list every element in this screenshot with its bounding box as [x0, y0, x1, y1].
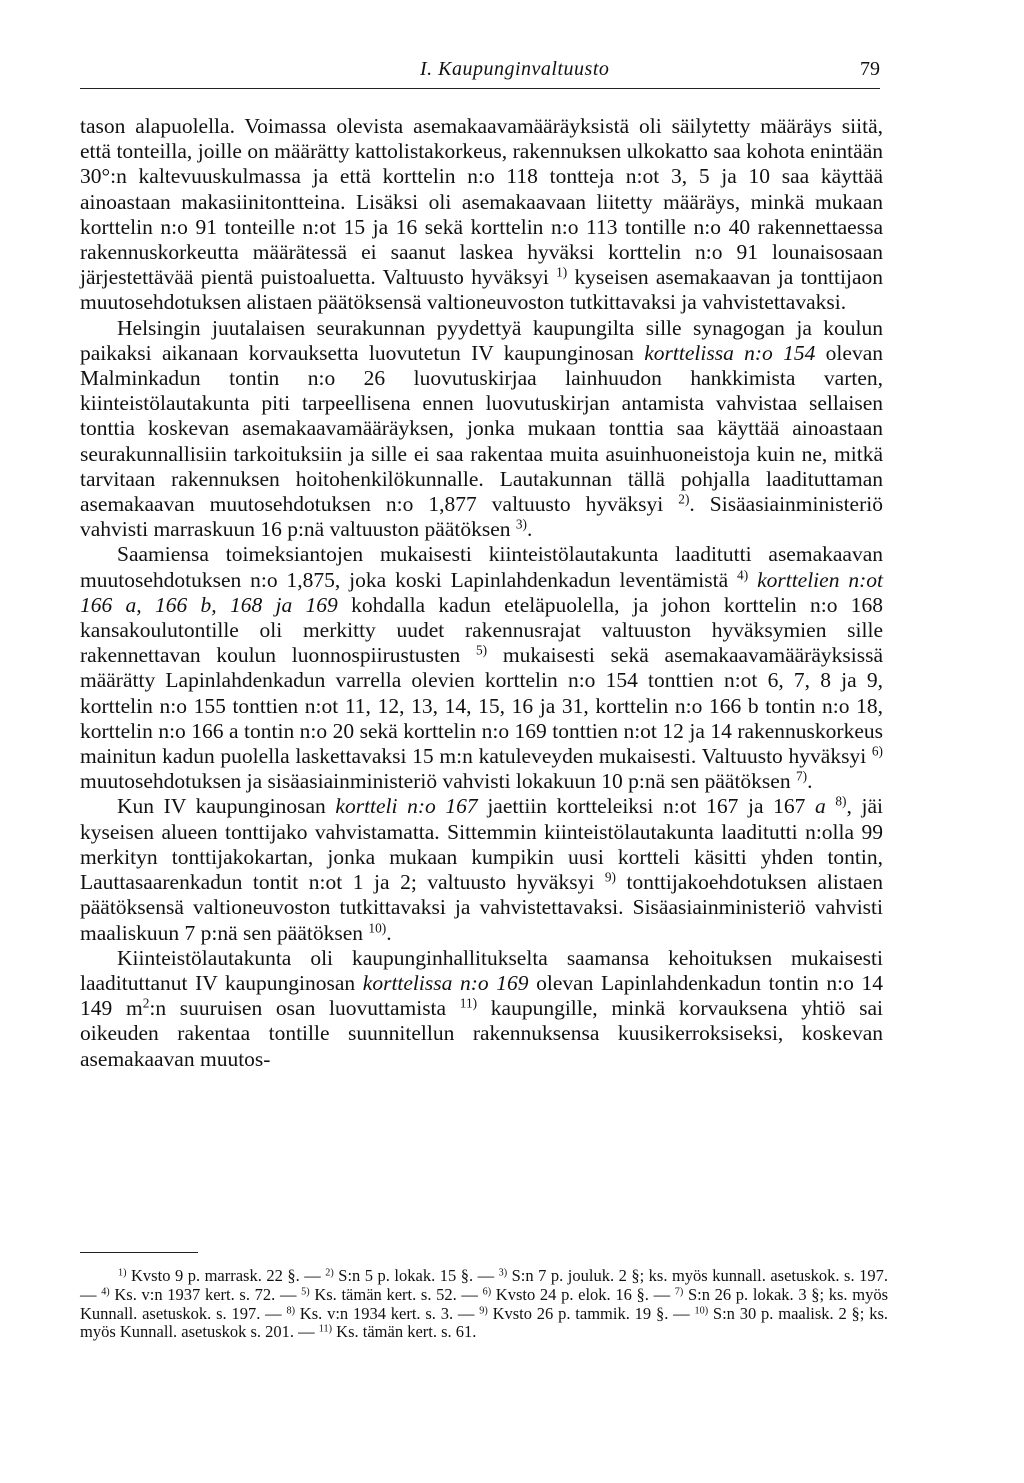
text-run	[826, 794, 836, 818]
footnote-marker: 6)	[482, 1286, 492, 1298]
footnote-marker: 1)	[118, 1267, 127, 1279]
text-run: S:n 26 p. lokak. 3 §; ks. myös Kunnall. asetuskok. s. 197. —	[80, 1284, 888, 1323]
paragraph	[80, 316, 883, 543]
italic-reference: korttelissa n:o 154	[644, 340, 816, 365]
footnotes	[80, 1267, 888, 1342]
text-run: Kun IV kaupunginosan	[117, 794, 336, 819]
page-header	[80, 54, 880, 89]
italic-reference: a	[815, 794, 826, 819]
footnote-marker: 2)	[678, 491, 690, 507]
running-title: I. Kaupunginvaltuusto	[420, 58, 610, 80]
text-run: Helsingin juutalaisen seurakunnan pyydettyä kaupungilta sille synagogan ja koulun paikaksi aikanaan korvauksetta luovutetun IV kaupunginosan	[80, 315, 883, 365]
footnote-block	[80, 1267, 888, 1342]
text-run: S:n 7 p. jouluk. 2 §; ks. myös kunnall. asetuskok. s. 197. —	[80, 1266, 888, 1304]
footnote-marker: 11)	[318, 1323, 333, 1335]
text-run: mukaisesti sekä asemakaavamääräyksissä määrätty Lapinlahdenkadun varrella olevien korttelin n:o 154 tonttien n:ot 6, 7, 8 ja 9, korttelin n:o 155 tonttien n:ot 11, 12, 13, 14, 15, 16 ja 31, korttelin n:o 166 b tontin n:o 18, korttelin n:o 166 a tontin n:o 20 sekä korttelin n:o 169 tonttien n:ot 12 ja 14 rakennuskorkeus mainitun kadun puolella laskettavaksi 15 m:n katuleveyden mukaisesti. Valtuusto hyväksyi	[80, 643, 883, 769]
footnote-marker: 8)	[835, 794, 847, 810]
text-run: muutosehdotuksen ja sisäasiainministeriö vahvisti lokakuun 10 p:nä sen päätöksen	[80, 769, 796, 794]
text-run: :n suuruisen osan luovuttamista	[149, 996, 460, 1021]
text-run: Kvsto 24 p. elok. 16 §. —	[491, 1284, 675, 1304]
text-run: Saamiensa toimeksiantojen mukaisesti kiinteistölautakunta laaditutti asemakaavan muutosehdotuksen n:o 1,875, joka koski Lapinlahdenkadun leventämistä	[80, 542, 883, 592]
text-run: Ks. v:n 1934 kert. s. 3. —	[294, 1303, 480, 1323]
footnote-marker: 7)	[674, 1286, 684, 1298]
text-run: kaupungille, minkä korvauksena yhtiö sai oikeuden rakentaa tontille suunnitellun rakennuksensa kuusikerroksiseksi, koskevan asemakaavan muutos-	[80, 996, 883, 1071]
footnote-marker: 2	[142, 995, 150, 1011]
text-run: .	[386, 920, 392, 945]
footnote-marker: 10)	[694, 1304, 709, 1316]
paragraph	[80, 114, 883, 316]
text-run: Ks. tämän kert. s. 52. —	[309, 1284, 483, 1304]
italic-reference: korttelissa n:o 169	[362, 970, 529, 995]
text-run: Ks. v:n 1937 kert. s. 72. —	[109, 1284, 302, 1304]
footnote-marker: 3)	[515, 516, 527, 532]
footnote-marker: 10)	[368, 920, 387, 936]
text-run: .	[527, 517, 533, 542]
text-run: Kvsto 9 p. marrask. 22 §. —	[126, 1266, 326, 1285]
page-number: 79	[860, 58, 880, 80]
paragraph	[80, 946, 883, 1072]
text-run: tason alapuolella. Voimassa olevista asemakaavamääräyksistä oli säilytetty määräys siitä, että tonteilla, joille on määrätty kattolistakorkeus, rakennuksen ulkokatto saa kohota enintään 30°:n kaltevuuskulmassa ja että korttelin n:o 118 tontteja n:ot 3, 5 ja 10 saa käyttää ainoastaan makasiinitontteina. Lisäksi oli asemakaavaan liitetty määräys, minkä mukaan korttelin n:o 91 tonteille n:ot 15 ja 16 sekä korttelin n:o 113 tontille n:o 40 rakennettaessa rakennuskorkeutta määrätessä ei saanut laskea hyväksi korttelin n:o 91 lounaisosaan järjestettävää pientä puistoaluetta. Valtuusto hyväksyi	[80, 114, 883, 290]
footnote-separator	[80, 1252, 198, 1253]
footnote-marker: 9)	[479, 1304, 488, 1316]
text-run: Kiinteistölautakunta oli kaupunginhallitukselta saamansa kehoituksen mukaisesti laadituttanut IV kaupunginosan	[80, 945, 883, 995]
text-run: S:n 5 p. lokak. 15 §. —	[333, 1266, 499, 1285]
paragraph	[80, 542, 883, 794]
footnote-marker: 9)	[604, 869, 616, 885]
text-run	[748, 568, 757, 592]
text-run: tonttijakoehdotuksen alistaen päätöksensä valtioneuvoston tutkittavaksi ja vahvistettavaksi. Sisäasiainministeriö vahvisti maaliskuun 7 p:nä sen päätöksen	[80, 870, 883, 945]
footnote-marker: 4)	[737, 567, 749, 583]
footnote-marker: 8)	[286, 1304, 295, 1316]
footnote-marker: 5)	[301, 1286, 310, 1298]
text-run: kohdalla kadun eteläpuolella, ja johon korttelin n:o 168 kansakoulutontille oli merkitty uudet rakennusrajat valtuuston hyväksymien sille rakennettavan koulun luonnospiirustusten	[80, 592, 883, 668]
text-run: .	[807, 769, 813, 794]
text-run: kyseisen asemakaavan ja tonttijaon muutosehdotuksen alistaen päätöksensä valtioneuvoston tutkittavaksi ja vahvistettavaksi.	[80, 265, 883, 315]
text-run: Ks. tämän kert. s. 61.	[332, 1322, 477, 1342]
text-run: S:n 30 p. maalisk. 2 §; ks. myös Kunnall. asetuskok s. 201. —	[80, 1303, 888, 1342]
text-run: olevan Malminkadun tontin n:o 26 luovutuskirjaa lainhuudon hankkimista varten, kiinteistölautakunta piti tarpeellisena ennen luovutuskirjan antamista vahvistaa sellaisen tonttia koskevan asemakaavamääräyksen, jonka mukaan tonttia saa käyttää ainoastaan seurakunnallisiin tarkoituksiin ja sille ei saa rakentaa muita asuinhuoneistoja kuin ne, mitkä tarvitaan rakennuksen hoitohenkilökunnalle. Lautakunnan tällä pohjalla laadituttaman asemakaavan muutosehdotuksen n:o 1,877 valtuusto hyväksyi	[80, 340, 883, 517]
italic-reference: kortteli n:o 167	[335, 794, 478, 819]
body-text	[80, 114, 883, 1072]
text-run: olevan Lapinlahdenkadun tontin n:o 14 149 m	[80, 970, 883, 1021]
text-run: , jäi kyseisen alueen tonttijako vahvistamatta. Sittemmin kiinteistölautakunta laaditutti n:olla 99 merkityn tonttijakokartan, jonka mukaan kumpikin uusi kortteli käsitti yhden tontin, Lauttasaarenkadun tontit n:ot 1 ja 2; valtuusto hyväksyi	[80, 794, 883, 895]
footnote-marker: 4)	[101, 1286, 110, 1298]
paragraph	[80, 794, 883, 945]
text-run: . Sisäasiainministeriö vahvisti marraskuun 16 p:nä valtuuston päätöksen	[80, 492, 883, 542]
footnote-marker: 5)	[475, 642, 488, 658]
footnote-marker: 6)	[871, 743, 883, 759]
footnote-marker: 2)	[325, 1267, 334, 1279]
text-run: Kvsto 26 p. tammik. 19 §. —	[487, 1303, 695, 1323]
footnote-marker: 7)	[795, 768, 808, 784]
italic-reference: korttelien n:ot 166 a, 166 b, 168 ja 169	[80, 567, 883, 617]
footnote-marker: 3)	[498, 1267, 508, 1279]
footnote-marker: 1)	[556, 264, 568, 280]
footnote-marker: 11)	[459, 995, 478, 1011]
text-run: jaettiin kortteleiksi n:ot 167 ja 167	[477, 794, 815, 819]
